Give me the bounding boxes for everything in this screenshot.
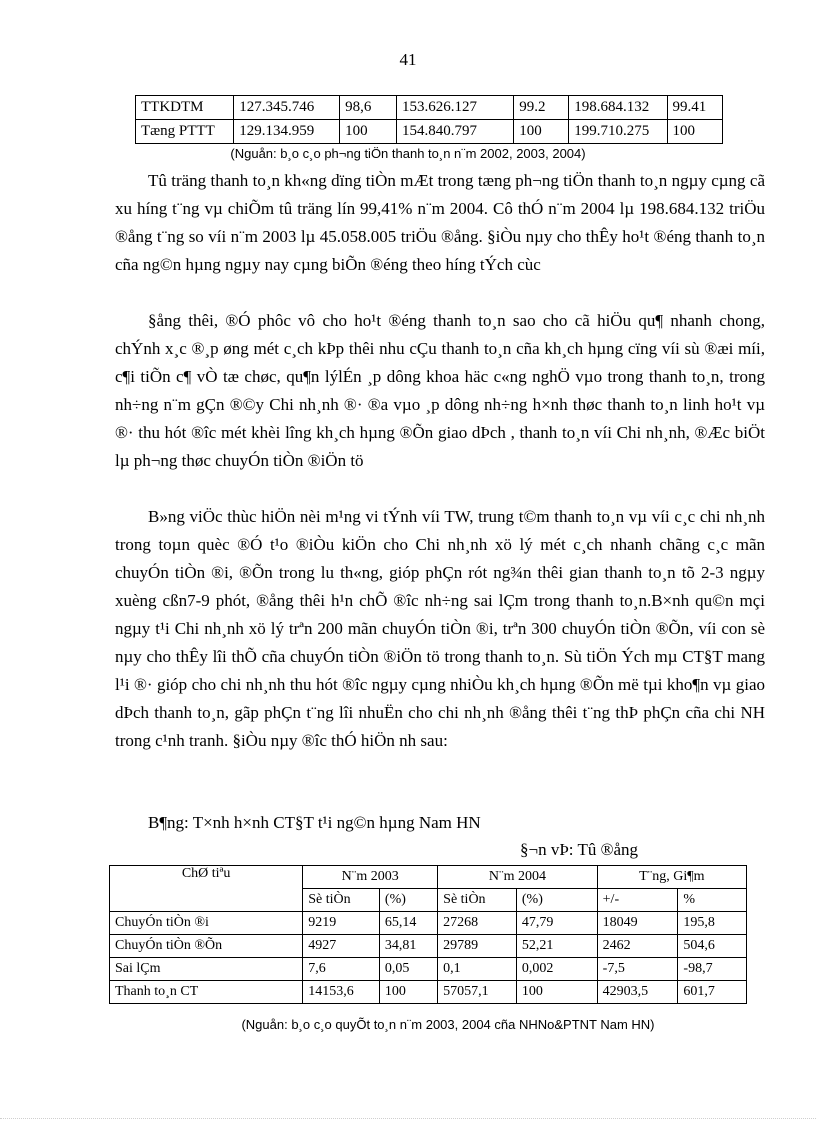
table-cell: 153.626.127 (397, 96, 514, 120)
unit-label: §¬n vÞ: Tû ®ång (520, 840, 639, 859)
table-cell: 98,6 (340, 96, 397, 120)
table-cell: 127.345.746 (234, 96, 340, 120)
table-row (110, 912, 747, 935)
header-cell: (%) (379, 889, 437, 912)
source-note: (Nguån: b¸o c¸o quyÕt to¸n n¨m 2003, 2004 cña NHNo&PTNT Nam HN) (241, 1017, 655, 1032)
table-cell: ChuyÓn tiÒn ®Õn (110, 935, 303, 958)
table-cell: 2462 (597, 935, 678, 958)
transfer-stats-table (109, 865, 747, 1004)
table-cell: 0,1 (438, 958, 517, 981)
source-note: (Nguån: b¸o c¸o ph¬ng tiÖn thanh to¸n n¨m 2002, 2003, 2004) (230, 146, 586, 161)
table-cell: Thanh to¸n CT (110, 981, 303, 1004)
table-row (110, 958, 747, 981)
table-cell: ChuyÓn tiÒn ®i (110, 912, 303, 935)
table-cell: TTKDTM (136, 96, 234, 120)
header-cell: (%) (516, 889, 597, 912)
table-cell: 0,002 (516, 958, 597, 981)
table-cell: 7,6 (303, 958, 380, 981)
header-cell: Sè tiÒn (438, 889, 517, 912)
body-paragraph: B»ng viÖc thùc hiÖn nèi m¹ng vi tÝnh víi TW, trung t©m thanh to¸n vµ víi c¸c chi nh¸nh trong toµn quèc ®Ó t¹o ®iÒu kiÖn cho Chi nh¸nh xö lý mét c¸ch nhanh chãng c¸c mãn chuyÓn tiÒn ®i, ®Õn trong lu th«ng, gióp phÇn rót ng¾n thêi gian thanh to¸n tõ 2-3 ngµy xuèng cßn7-9 phót, ®ång thêi h¹n chÕ ®îc nh÷ng sai lÇm trong thanh to¸n.B×nh qu©n mçi ngµy t¹i Chi nh¸nh xö lý trªn 200 mãn chuyÓn tiÒn ®i, trªn 300 chuyÓn tiÒn ®Õn, víi con sè nµy cho thÊy lîi thÕ cña chuyÓn tiÒn ®iÖn tö trong thanh to¸n. Sù tiÖn Ých mµ CT§T mang l¹i ®· gióp cho chi nh¸nh thu hót ®îc ngµy cµng nhiÒu kh¸ch hµng ®Õn më tµi kho¶n vµ giao dÞch thanh to¸n, gãp phÇn t¨ng lîi nhuËn cho chi nh¸nh ®ång thêi t¨ng thÞ phÇn cña chi NH trong c¹nh tranh. §iÒu nµy ®îc thÓ hiÖn nh sau: (115, 507, 765, 750)
table-cell: 0,05 (379, 958, 437, 981)
table-cell: 195,8 (678, 912, 747, 935)
table-cell: 18049 (597, 912, 678, 935)
table-cell: 42903,5 (597, 981, 678, 1004)
table-cell: 52,21 (516, 935, 597, 958)
table-row (110, 981, 747, 1004)
table-cell: 601,7 (678, 981, 747, 1004)
header-cell: Sè tiÒn (303, 889, 380, 912)
table-row (110, 935, 747, 958)
table-cell: Sai lÇm (110, 958, 303, 981)
table-cell: 47,79 (516, 912, 597, 935)
header-cell: N¨m 2003 (303, 866, 438, 889)
table-cell: 14153,6 (303, 981, 380, 1004)
header-cell: T¨ng, Gi¶m (597, 866, 746, 889)
table-cell: 100 (667, 120, 722, 144)
table-cell: 29789 (438, 935, 517, 958)
table-cell: 100 (379, 981, 437, 1004)
table-cell: 99.41 (667, 96, 722, 120)
table-cell: 99.2 (514, 96, 569, 120)
table-cell: 9219 (303, 912, 380, 935)
table-cell: -7,5 (597, 958, 678, 981)
header-cell: ChØ tiªu (110, 866, 303, 912)
table-cell: 154.840.797 (397, 120, 514, 144)
body-paragraph: §ång thêi, ®Ó phôc vô cho ho¹t ®éng thanh to¸n sao cho cã hiÖu qu¶ nhanh chong, chÝnh x¸c ®¸p øng mét c¸ch kÞp thêi nhu cÇu thanh to¸n cña kh¸ch hµng cïng víi sù ®æi míi, c¶i tiÕn c¶ vÒ tæ chøc, qu¶n lýlÉn ¸p dông khoa häc c«ng nghÖ vµo trong thanh to¸n, trong nh÷ng n¨m gÇn ®©y Chi nh¸nh ®· ®a vµo ¸p dông nh÷ng h×nh thøc thanh to¸n linh ho¹t vµ ®· thu hót ®îc mét khèi lîng kh¸ch hµng ®Õn giao dÞch , thanh to¸n víi Chi nh¸nh, ®Æc biÖt lµ ph¬ng thøc chuyÓn tiÒn ®iÖn tö (115, 311, 765, 470)
page-bottom-divider (0, 1118, 816, 1119)
table-cell: 4927 (303, 935, 380, 958)
table-cell: Tæng PTTT (136, 120, 234, 144)
table-cell: 27268 (438, 912, 517, 935)
table-cell: 100 (340, 120, 397, 144)
table-cell: 100 (514, 120, 569, 144)
table-row (136, 96, 723, 120)
table-cell: 65,14 (379, 912, 437, 935)
payment-means-table (135, 95, 723, 144)
table-cell: 198.684.132 (569, 96, 667, 120)
page-number: 41 (399, 50, 417, 69)
table-cell: 129.134.959 (234, 120, 340, 144)
table-cell: 504,6 (678, 935, 747, 958)
table-cell: 199.710.275 (569, 120, 667, 144)
table-header-row (110, 866, 747, 889)
table-cell: 100 (516, 981, 597, 1004)
table-row (136, 120, 723, 144)
table-cell: 34,81 (379, 935, 437, 958)
header-cell: % (678, 889, 747, 912)
table-cell: 57057,1 (438, 981, 517, 1004)
header-cell: N¨m 2004 (438, 866, 597, 889)
table-caption: B¶ng: T×nh h×nh CT§T t¹i ng©n hµng Nam HN (148, 813, 481, 832)
header-cell: +/- (597, 889, 678, 912)
body-paragraph: Tû träng thanh to¸n kh«ng dïng tiÒn mÆt trong tæng ph¬ng tiÖn thanh to¸n ngµy cµng cã xu híng t¨ng vµ chiÕm tû träng lín 99,41% n¨m 2004. Cô thÓ n¨m 2004 lµ 198.684.132 triÖu ®ång t¨ng so víi n¨m 2003 lµ 45.058.005 triÖu ®ång. §iÒu nµy cho thÊy ho¹t ®éng thanh to¸n cña ng©n hµng ngµy nay cµng biÕn ®éng theo híng tÝch cùc (115, 171, 765, 274)
table-cell: -98,7 (678, 958, 747, 981)
